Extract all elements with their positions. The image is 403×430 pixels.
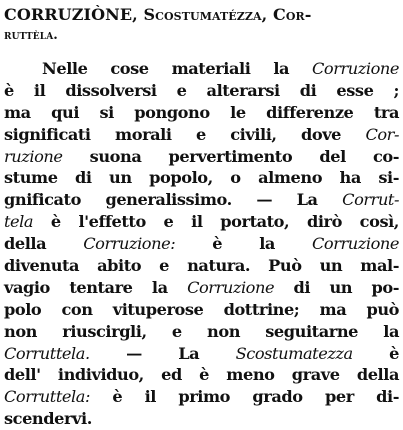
text-line	[4, 146, 399, 168]
italic-term: ruzione	[4, 146, 63, 166]
text-line	[4, 211, 399, 233]
text-line	[4, 321, 399, 343]
italic-term: Corruttela.	[4, 343, 90, 363]
text-run: è la	[175, 234, 312, 254]
text-line	[4, 408, 399, 430]
heading-separator: ,	[132, 5, 144, 24]
text-line	[4, 102, 399, 124]
text-run: dell' individuo, ed è meno grave della	[4, 365, 399, 385]
text-line	[4, 124, 399, 146]
text-run: divenuta abito e natura. Può un mal-	[4, 256, 399, 276]
text-line	[4, 299, 399, 321]
text-run: è l'effetto e il portato, dirò così,	[33, 212, 399, 232]
text-line	[4, 80, 399, 102]
text-run: suona pervertimento del co-	[62, 146, 399, 166]
text-run: gnificato generalissimo. — La	[4, 190, 343, 210]
text-run: ma qui si pongono le differenze tra	[4, 102, 399, 122]
italic-term: Corruttela:	[4, 387, 90, 407]
entry-body-text	[4, 58, 399, 430]
text-line	[4, 255, 399, 277]
italic-term: Corruzione	[312, 59, 399, 78]
text-run: polo con vituperose dottrine; ma può	[4, 299, 399, 319]
entry-heading	[4, 4, 399, 46]
headword-corruttela-part1: Cor-	[273, 5, 312, 24]
text-run: della	[4, 234, 84, 254]
italic-term: Cor-	[365, 124, 399, 144]
italic-term: Scostumatezza	[235, 343, 353, 363]
text-line	[4, 386, 399, 408]
text-line	[4, 343, 399, 365]
text-run: di un po-	[274, 277, 399, 297]
text-run: — La	[89, 343, 236, 363]
text-run: Nelle cose materiali la	[42, 59, 312, 78]
text-run: stume di un popolo, o almeno ha si-	[4, 168, 399, 188]
italic-term: Corruzione	[187, 277, 275, 297]
headword-scostumatezza: Scostumatézza	[143, 5, 262, 24]
text-line	[4, 58, 399, 80]
text-line	[4, 233, 399, 255]
text-run: è il primo grado per di-	[89, 387, 399, 407]
headword-corruttela-part2: ruttèla.	[4, 28, 58, 43]
text-line	[4, 364, 399, 386]
italic-term: Corrut-	[342, 190, 399, 210]
italic-term: tela	[4, 212, 34, 232]
text-run: significati morali e civili, dove	[4, 124, 366, 144]
text-line	[4, 277, 399, 299]
italic-term: Corruzione	[312, 234, 399, 254]
text-run: è il dissolversi e alterarsi di esse ;	[4, 80, 399, 100]
text-run: non riuscirgli, e non seguitarne la	[4, 321, 399, 341]
headword-corruzione: CORRUZIÒNE	[4, 5, 133, 24]
text-run: vagio tentare la	[4, 277, 188, 297]
text-line	[4, 189, 399, 211]
heading-separator: ,	[261, 5, 274, 24]
text-run: scendervi.	[4, 409, 92, 429]
text-run: è	[352, 343, 399, 363]
italic-term: Corruzione:	[83, 234, 176, 254]
text-line	[4, 167, 399, 189]
